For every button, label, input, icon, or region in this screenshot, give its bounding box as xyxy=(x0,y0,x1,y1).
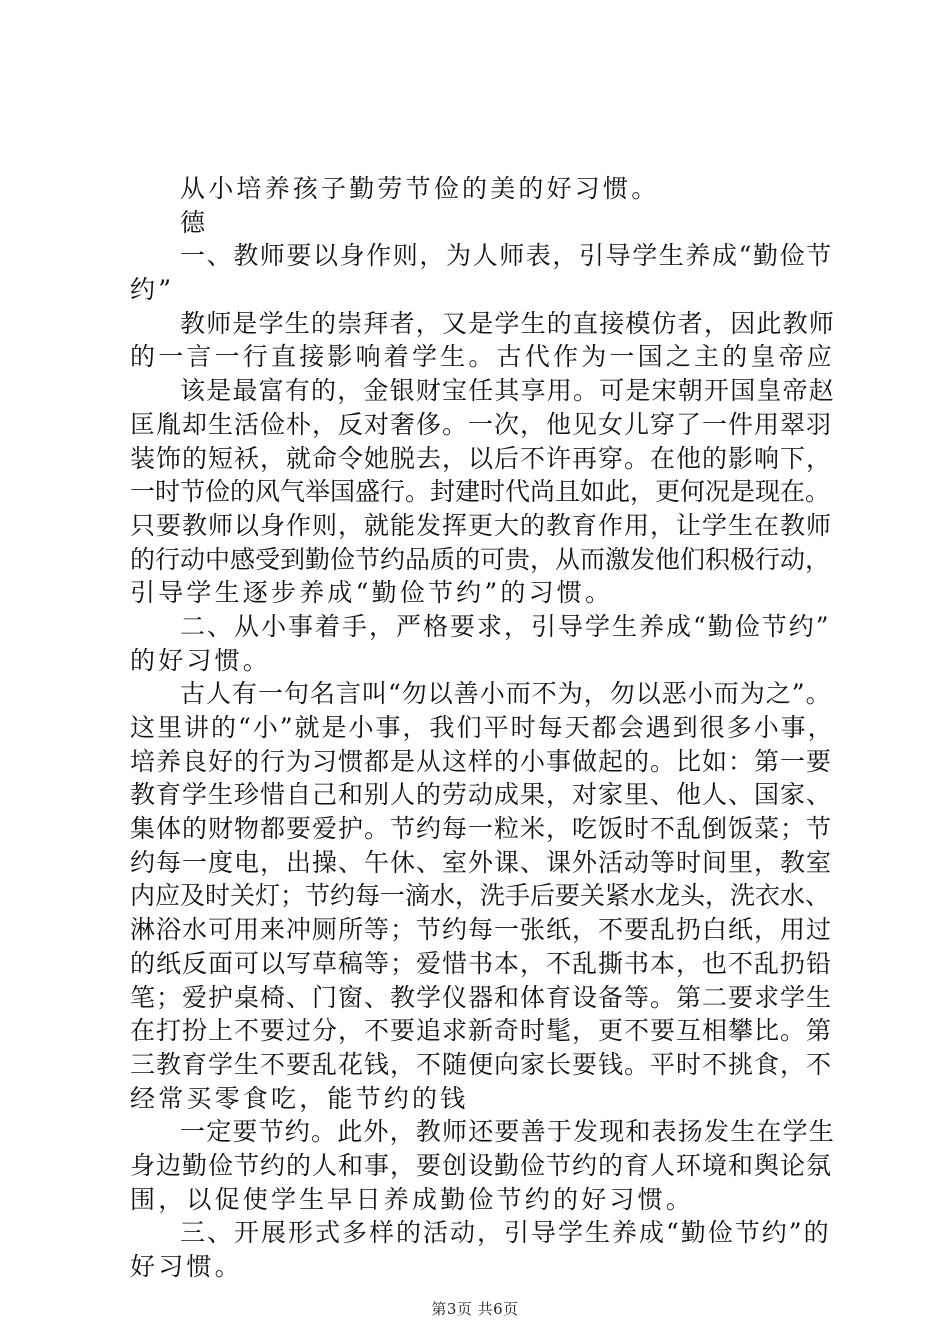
text-line: 二、从小事着手，严格要求，引导学生养成“勤俭节约” xyxy=(180,611,831,641)
text-line: 培养良好的行为习惯都是从这样的小事做起的。比如：第一要 xyxy=(130,746,833,776)
text-line: 只要教师以身作则，就能发挥更大的教育作用，让学生在教师 xyxy=(130,510,833,540)
text-line: 好习惯。 xyxy=(130,1252,243,1281)
text-line: 围，以促使学生早日养成勤俭节约的好习惯。 xyxy=(130,1184,695,1214)
text-line: 匡胤却生活俭朴，反对奢侈。一次，他见女儿穿了一件用翠羽 xyxy=(130,409,833,439)
text-line: 装饰的短袄，就命令她脱去，以后不许再穿。在他的影响下， xyxy=(130,443,833,473)
text-line: 教师是学生的崇拜者，又是学生的直接模仿者，因此教师 xyxy=(180,308,836,338)
document-body xyxy=(130,172,835,1284)
text-line: 淋浴水可用来冲厕所等；节约每一张纸，不要乱扔白纸，用过 xyxy=(130,915,833,945)
text-line: 笔；爱护桌椅、门窗、教学仪器和体育设备等。第二要求学生 xyxy=(130,982,833,1012)
text-line: 该是最富有的，金银财宝任其享用。可是宋朝开国皇帝赵 xyxy=(180,376,836,406)
text-line: 内应及时关灯；节约每一滴水，洗手后要关紧水龙头，洗衣水、 xyxy=(130,881,831,911)
text-line: 教育学生珍惜自己和别人的劳动成果，对家里、他人、国家、 xyxy=(130,780,833,810)
text-line: 经常买零食吃，能节约的钱 xyxy=(130,1083,469,1113)
text-line: 身边勤俭节约的人和事，要创设勤俭节约的育人环境和舆论氛 xyxy=(130,1150,833,1180)
text-line: 从小培养孩子勤劳节俭的美的好习惯。 xyxy=(180,174,660,203)
text-line: 的一言一行直接影响着学生。古代作为一国之主的皇帝应 xyxy=(130,342,836,372)
text-line: 三、开展形式多样的活动，引导学生养成“勤俭节约”的 xyxy=(180,1218,831,1248)
text-line: 在打扮上不要过分，不要追求新奇时髦，更不要互相攀比。第 xyxy=(130,1016,833,1046)
text-line: 约” xyxy=(130,275,175,305)
text-line: 集体的财物都要爱护。节约每一粒米，吃饭时不乱倒饭菜；节 xyxy=(130,814,833,844)
text-line: 这里讲的“小”就是小事，我们平时每天都会遇到很多小事， xyxy=(130,713,835,742)
text-line: 的纸反面可以写草稿等；爱惜书本，不乱撕书本，也不乱扔铅 xyxy=(130,948,833,978)
page-footer: 第3页 共6页 xyxy=(431,1300,519,1318)
text-line: 三教育学生不要乱花钱，不随便向家长要钱。平时不挑食，不 xyxy=(130,1049,833,1079)
text-line: 一时节俭的风气举国盛行。封建时代尚且如此，更何况是现在。 xyxy=(130,477,831,507)
text-line: 约每一度电，出操、午休、室外课、课外活动等时间里，教室 xyxy=(130,847,833,877)
text-line: 一、教师要以身作则，为人师表，引导学生养成“勤俭节 xyxy=(180,241,833,271)
text-line: 的行动中感受到勤俭节约品质的可贵，从而激发他们积极行动， xyxy=(130,544,831,574)
text-line: 引导学生逐步养成“勤俭节约”的习惯。 xyxy=(130,578,614,608)
text-line: 一定要节约。此外，教师还要善于发现和表扬发生在学生 xyxy=(180,1117,836,1147)
text-line: 古人有一句名言叫“勿以善小而不为，勿以恶小而为之”。 xyxy=(180,679,832,709)
text-line: 德 xyxy=(180,207,209,237)
text-line: 的好习惯。 xyxy=(130,645,272,675)
